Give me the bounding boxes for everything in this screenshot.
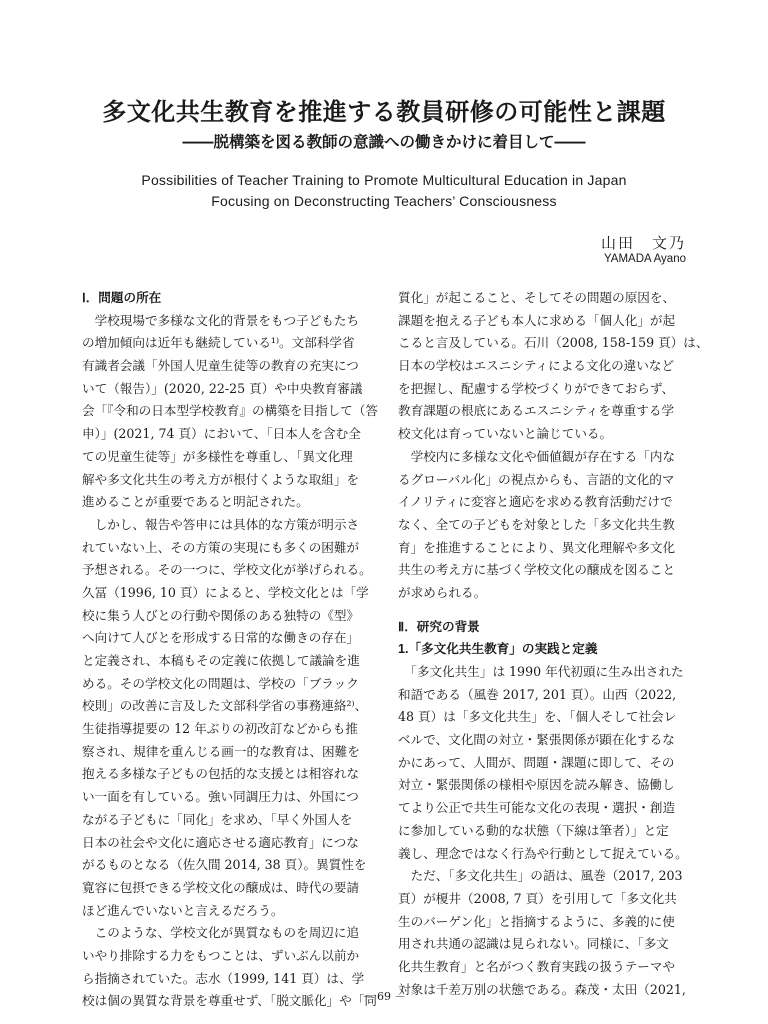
text-line: ての児童生徒等」が多様性を尊重し、「異文化理	[82, 448, 353, 464]
text-line: 学校内に多様な文化や価値観が存在する「内な	[398, 448, 676, 464]
text-line: 解や多文化共生の考え方が根付くような取組」を	[82, 471, 360, 487]
english-title-line-1: Possibilities of Teacher Training to Promote Multicultural Education in Japan	[141, 172, 627, 188]
text-line: ら指摘されていた。志水（1999, 141 頁）は、学	[82, 970, 365, 986]
text-line: 化共生教育」と名がつく教育実践の扱うテーマや	[398, 958, 676, 974]
text-line: と定義され、本稿もその定義に依拠して議論を進	[82, 653, 360, 668]
text-line: ただ、「多文化共生」の語は、風巻（2017, 203	[398, 868, 683, 884]
text-line: なく、全ての子どもを対象とした「多文化共生教	[398, 516, 675, 532]
text-line: い一面を有している。強い同調圧力は、外国につ	[82, 789, 359, 805]
text-line: しかし、報告や答申には具体的な方策が明示さ	[82, 516, 360, 532]
text-line: ながる子どもに「同化」を求め、「早く外国人を	[82, 811, 353, 827]
text-line: 課題を抱える子ども本人に求める「個人化」が起	[398, 312, 676, 328]
text-line: に参加している動的な状態（下線は筆者）」と定	[398, 822, 669, 838]
text-line: かにあって、人間が、問題・課題に即して、その	[398, 754, 675, 770]
text-line: 会「『令和の日本型学校教育』の構築を目指して（答	[82, 403, 378, 419]
text-line: イノリティに変容と適応を求める教育活動だけで	[398, 494, 673, 510]
author-name-en: YAMADA Ayano	[603, 253, 686, 265]
text-line: 校は個の異質な背景を尊重せず、「脱文脈化」や「同	[82, 993, 377, 1009]
text-line: 対立・緊張関係の様相や原因を読み解き、協働し	[398, 777, 675, 793]
paragraph	[398, 446, 690, 605]
paper-title: 多文化共生教育を推進する教員研修の可能性と課題	[102, 97, 666, 126]
text-line: める。その学校文化の問題は、学校の「ブラック	[82, 675, 359, 691]
text-line: 察され、規律を重んじる画一的な教育は、困難を	[82, 743, 360, 759]
text-line: 生徒指導提要の 12 年ぶりの初改訂などからも推	[82, 721, 358, 737]
text-line: 申）」(2021, 74 頁）において、「日本人を含む全	[82, 426, 361, 442]
text-line: 頁）が榎井（2008, 7 頁）を引用して「多文化共	[398, 890, 677, 906]
text-line: 日本の学校はエスニシティによる文化の違いなど	[398, 358, 675, 374]
english-title-line-2: Focusing on Deconstructing Teachers’ Consciousness	[211, 193, 557, 209]
text-line: 予想される。その一つに、学校文化が挙げられる。	[82, 562, 372, 578]
text-line: ベルで、文化間の対立・緊張関係が顕在化するな	[398, 732, 675, 748]
text-line: 質化」が起こること、そしてその問題の原因を、	[398, 290, 676, 305]
text-line: 寛容に包摂できる学校文化の醸成は、時代の要請	[82, 879, 360, 895]
section-heading-1: Ⅰ．問題の所在	[82, 291, 162, 305]
text-line: このような、学校文化が異質なものを周辺に追	[82, 925, 360, 941]
text-line: の増加傾向は近年も継続している¹⁾。文部科学省	[82, 335, 355, 351]
paragraph	[398, 661, 690, 865]
paragraph	[82, 310, 378, 514]
paper-subtitle: ――脱構築を図る教師の意識への働きかけに着目して――	[182, 132, 586, 151]
text-line: れていない上、その方策の実現にも多くの困難が	[82, 539, 360, 555]
text-line: 和語である（風巻 2017, 201 頁）。山西（2022,	[398, 686, 677, 702]
text-line: 久冨（1996, 10 頁）によると、学校文化とは「学	[82, 584, 369, 600]
text-line: ほど進んでいないと言えるだろう。	[82, 902, 284, 918]
text-line: を把握し、配慮する学校づくりができておらず、	[398, 380, 675, 396]
text-line: 生のバーゲン化」と指摘するように、多義的に使	[398, 913, 675, 929]
author-name-ja: 山田 文乃	[600, 234, 686, 252]
text-line: 対象は千差万別の状態である。森茂・太田（2021,	[398, 981, 686, 997]
section-heading-2: Ⅱ．研究の背景	[398, 619, 480, 634]
page-number: － 69 －	[362, 990, 406, 1003]
subsection-heading-2-1: 1.「多文化共生教育」の実践と定義	[398, 642, 598, 657]
text-line: 用され共通の認識は見られない。同様に、「多文	[398, 936, 669, 952]
text-line: 有識者会議「外国人児童生徒等の教育の充実につ	[82, 358, 359, 374]
text-line: いやり排除する力をもつことは、ずいぶん以前か	[82, 947, 360, 963]
text-line: 校に集う人びとの行動や関係のある独特の《型》	[82, 607, 360, 623]
left-column	[82, 287, 378, 1013]
text-line: 日本の社会や文化に適応させる適応教育」につな	[82, 834, 359, 850]
paragraph	[398, 865, 690, 1001]
text-line: 進めることが重要であると明記された。	[82, 494, 309, 510]
text-line: 48 頁）は「多文化共生」を、「個人そして社会レ	[398, 709, 677, 725]
text-line: 義し、理念ではなく行為や行動として捉えている。	[398, 845, 688, 861]
text-line: へ向けて人びとを形成する日常的な働きの存在」	[82, 630, 360, 646]
text-line: 学校現場で多様な文化的背景をもつ子どもたち	[82, 312, 360, 328]
text-line: がるものとなる（佐久間 2014, 38 頁）。異質性を	[82, 857, 367, 873]
right-column	[398, 287, 709, 1001]
paragraph	[82, 514, 374, 922]
paragraph	[398, 287, 709, 446]
text-line: こると言及している。石川（2008, 158-159 頁）は、	[398, 335, 709, 351]
text-line: 「多文化共生」は 1990 年代初頭に生み出された	[398, 664, 684, 679]
text-line: てより公正で共生可能な文化の表現・選択・創造	[398, 800, 676, 816]
text-line: 抱える多様な子どもの包括的な支援とは相容れな	[82, 766, 360, 782]
text-line: 育」を推進することにより、異文化理解や多文化	[398, 539, 676, 555]
text-line: るグローバル化」の視点からも、言語的文化的マ	[398, 471, 675, 487]
text-line: 教育課題の根底にあるエスニシティを尊重する学	[398, 403, 675, 419]
text-line: が求められる。	[398, 584, 487, 600]
text-line: 校文化は育っていないと論じている。	[398, 426, 613, 442]
text-line: 共生の考え方に基づく学校文化の醸成を図ること	[398, 562, 676, 578]
text-line: 校則」の改善に言及した文部科学省の事務連絡²⁾、	[82, 698, 368, 714]
text-line: いて（報告）」(2020, 22-25 頁）や中央教育審議	[82, 380, 363, 396]
